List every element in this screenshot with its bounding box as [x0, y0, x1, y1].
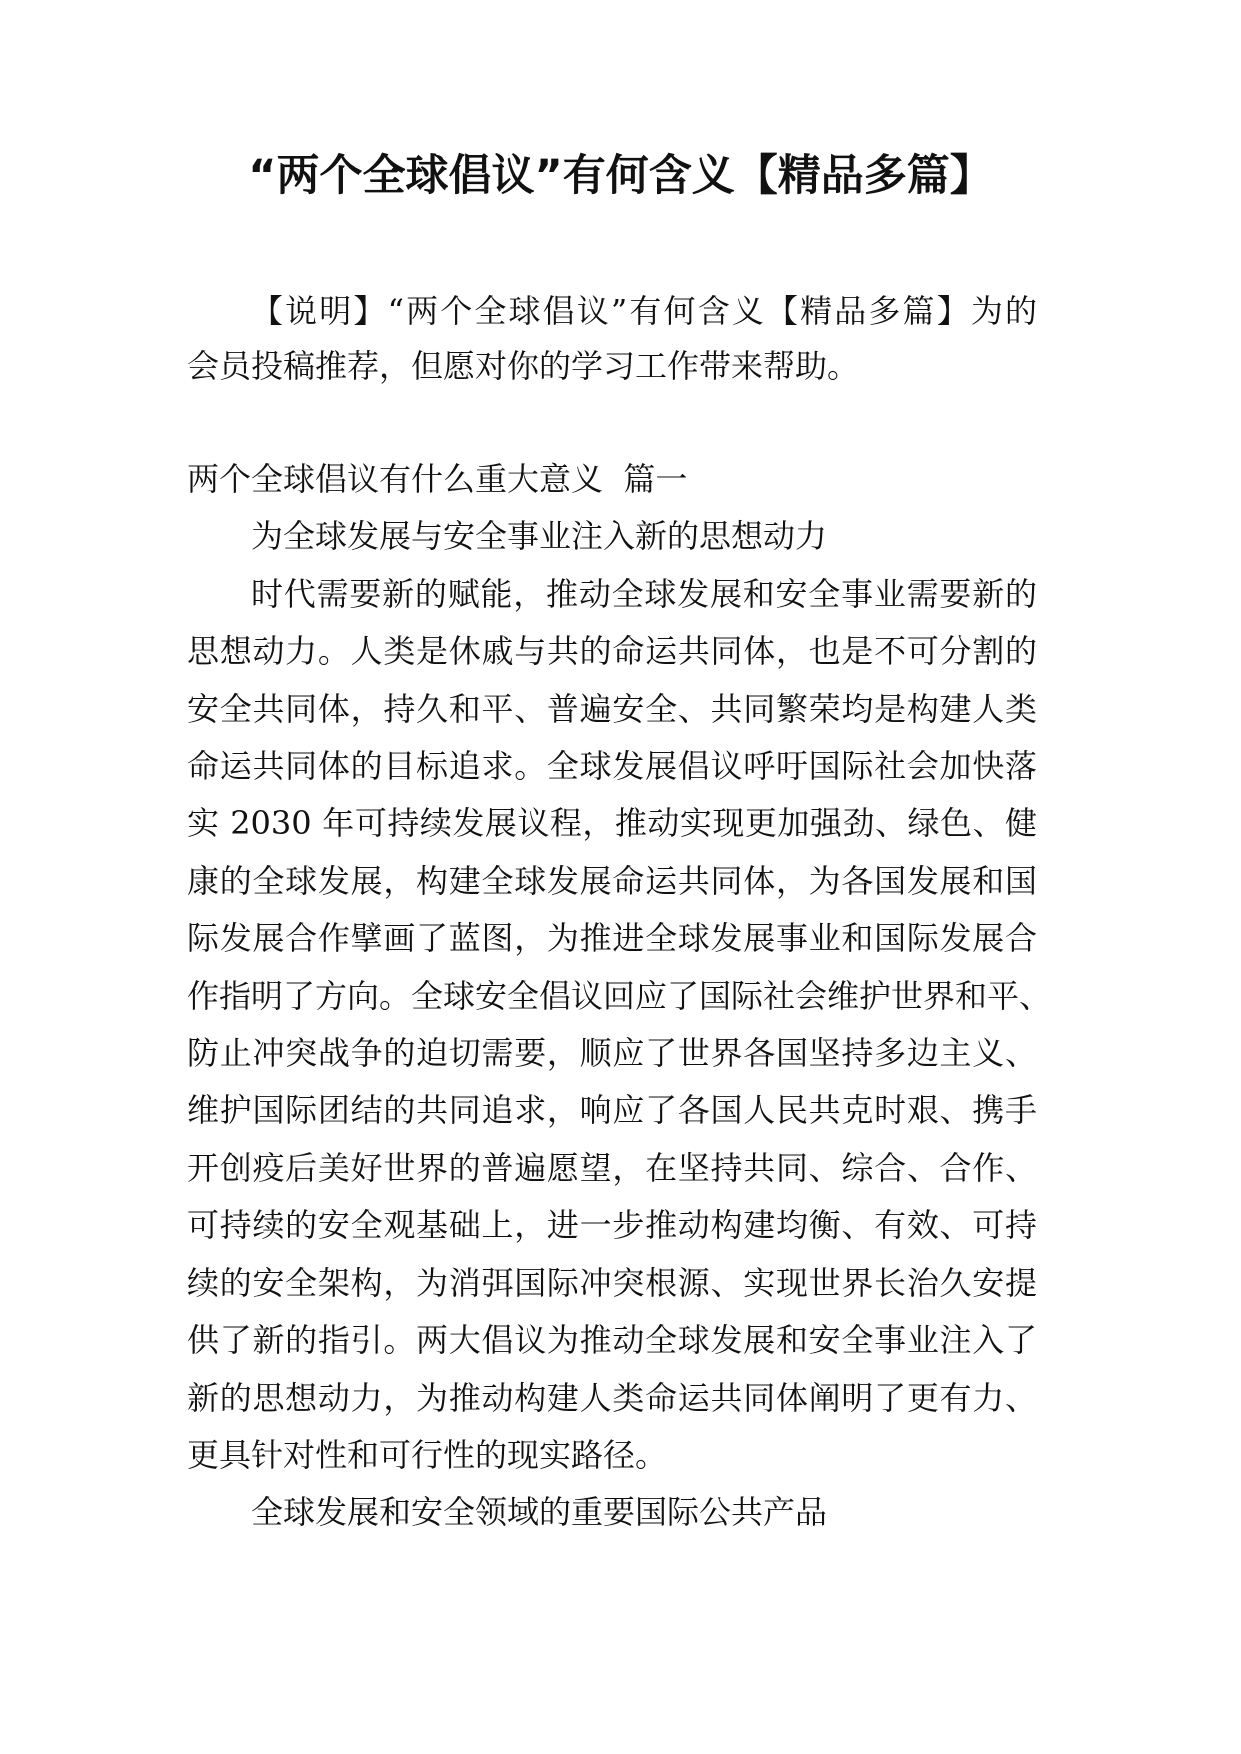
paragraph-line: 可持续的安全观基础上，进一步推动构建均衡、有效、可持 [187, 1206, 1037, 1245]
paragraph-line: 【说明】“两个全球倡议”有何含义【精品多篇】为的 [251, 292, 1037, 330]
paragraph-line: 防止冲突战争的迫切需要，顺应了世界各国坚持多边主义、 [187, 1034, 1037, 1073]
intro-paragraph [187, 284, 1037, 394]
paragraph-line: 更具针对性和可行性的现实路径。 [187, 1435, 668, 1474]
section-1 [187, 451, 1052, 1542]
paragraph-line: 新的思想动力，为推动构建人类命运共同体阐明了更有力、 [187, 1378, 1037, 1417]
paragraph-line: 思想动力。人类是休戚与共的命运共同体，也是不可分割的 [187, 632, 1037, 671]
paragraph-line: 续的安全架构，为消弭国际冲突根源、实现世界长治久安提 [187, 1263, 1037, 1302]
paragraph-line: 开创疫后美好世界的普遍愿望，在坚持共同、综合、合作、 [187, 1148, 1037, 1187]
section-heading: 两个全球倡议有什么重大意义 篇一 [187, 460, 688, 498]
section-subtitle: 为全球发展与安全事业注入新的思想动力 [251, 517, 828, 556]
paragraph-line: 时代需要新的赋能，推动全球发展和安全事业需要新的 [251, 574, 1037, 613]
paragraph-line: 实 2030 年可持续发展议程，推动实现更加强劲、绿色、健 [187, 804, 1037, 843]
body-paragraph [187, 566, 1052, 1485]
document-title: “两个全球倡议”有何含义【精品多篇】 [248, 151, 993, 201]
paragraph-line: 维护国际团结的共同追求，响应了各国人民共克时艰、携手 [187, 1091, 1037, 1130]
paragraph-line: 际发展合作擘画了蓝图，为推进全球发展事业和国际发展合 [187, 919, 1037, 958]
paragraph-line: 康的全球发展，构建全球发展命运共同体，为各国发展和国 [187, 861, 1037, 900]
paragraph-line: 命运共同体的目标追求。全球发展倡议呼吁国际社会加快落 [187, 747, 1037, 786]
paragraph-line: 供了新的指引。两大倡议为推动全球发展和安全事业注入了 [187, 1321, 1037, 1360]
paragraph-line: 作指明了方向。全球安全倡议回应了国际社会维护世界和平、 [187, 976, 1052, 1015]
section-subtitle: 全球发展和安全领域的重要国际公共产品 [251, 1493, 828, 1532]
paragraph-line: 会员投稿推荐，但愿对你的学习工作带来帮助。 [187, 347, 860, 385]
paragraph-line: 安全共同体，持久和平、普遍安全、共同繁荣均是构建人类 [187, 689, 1037, 728]
